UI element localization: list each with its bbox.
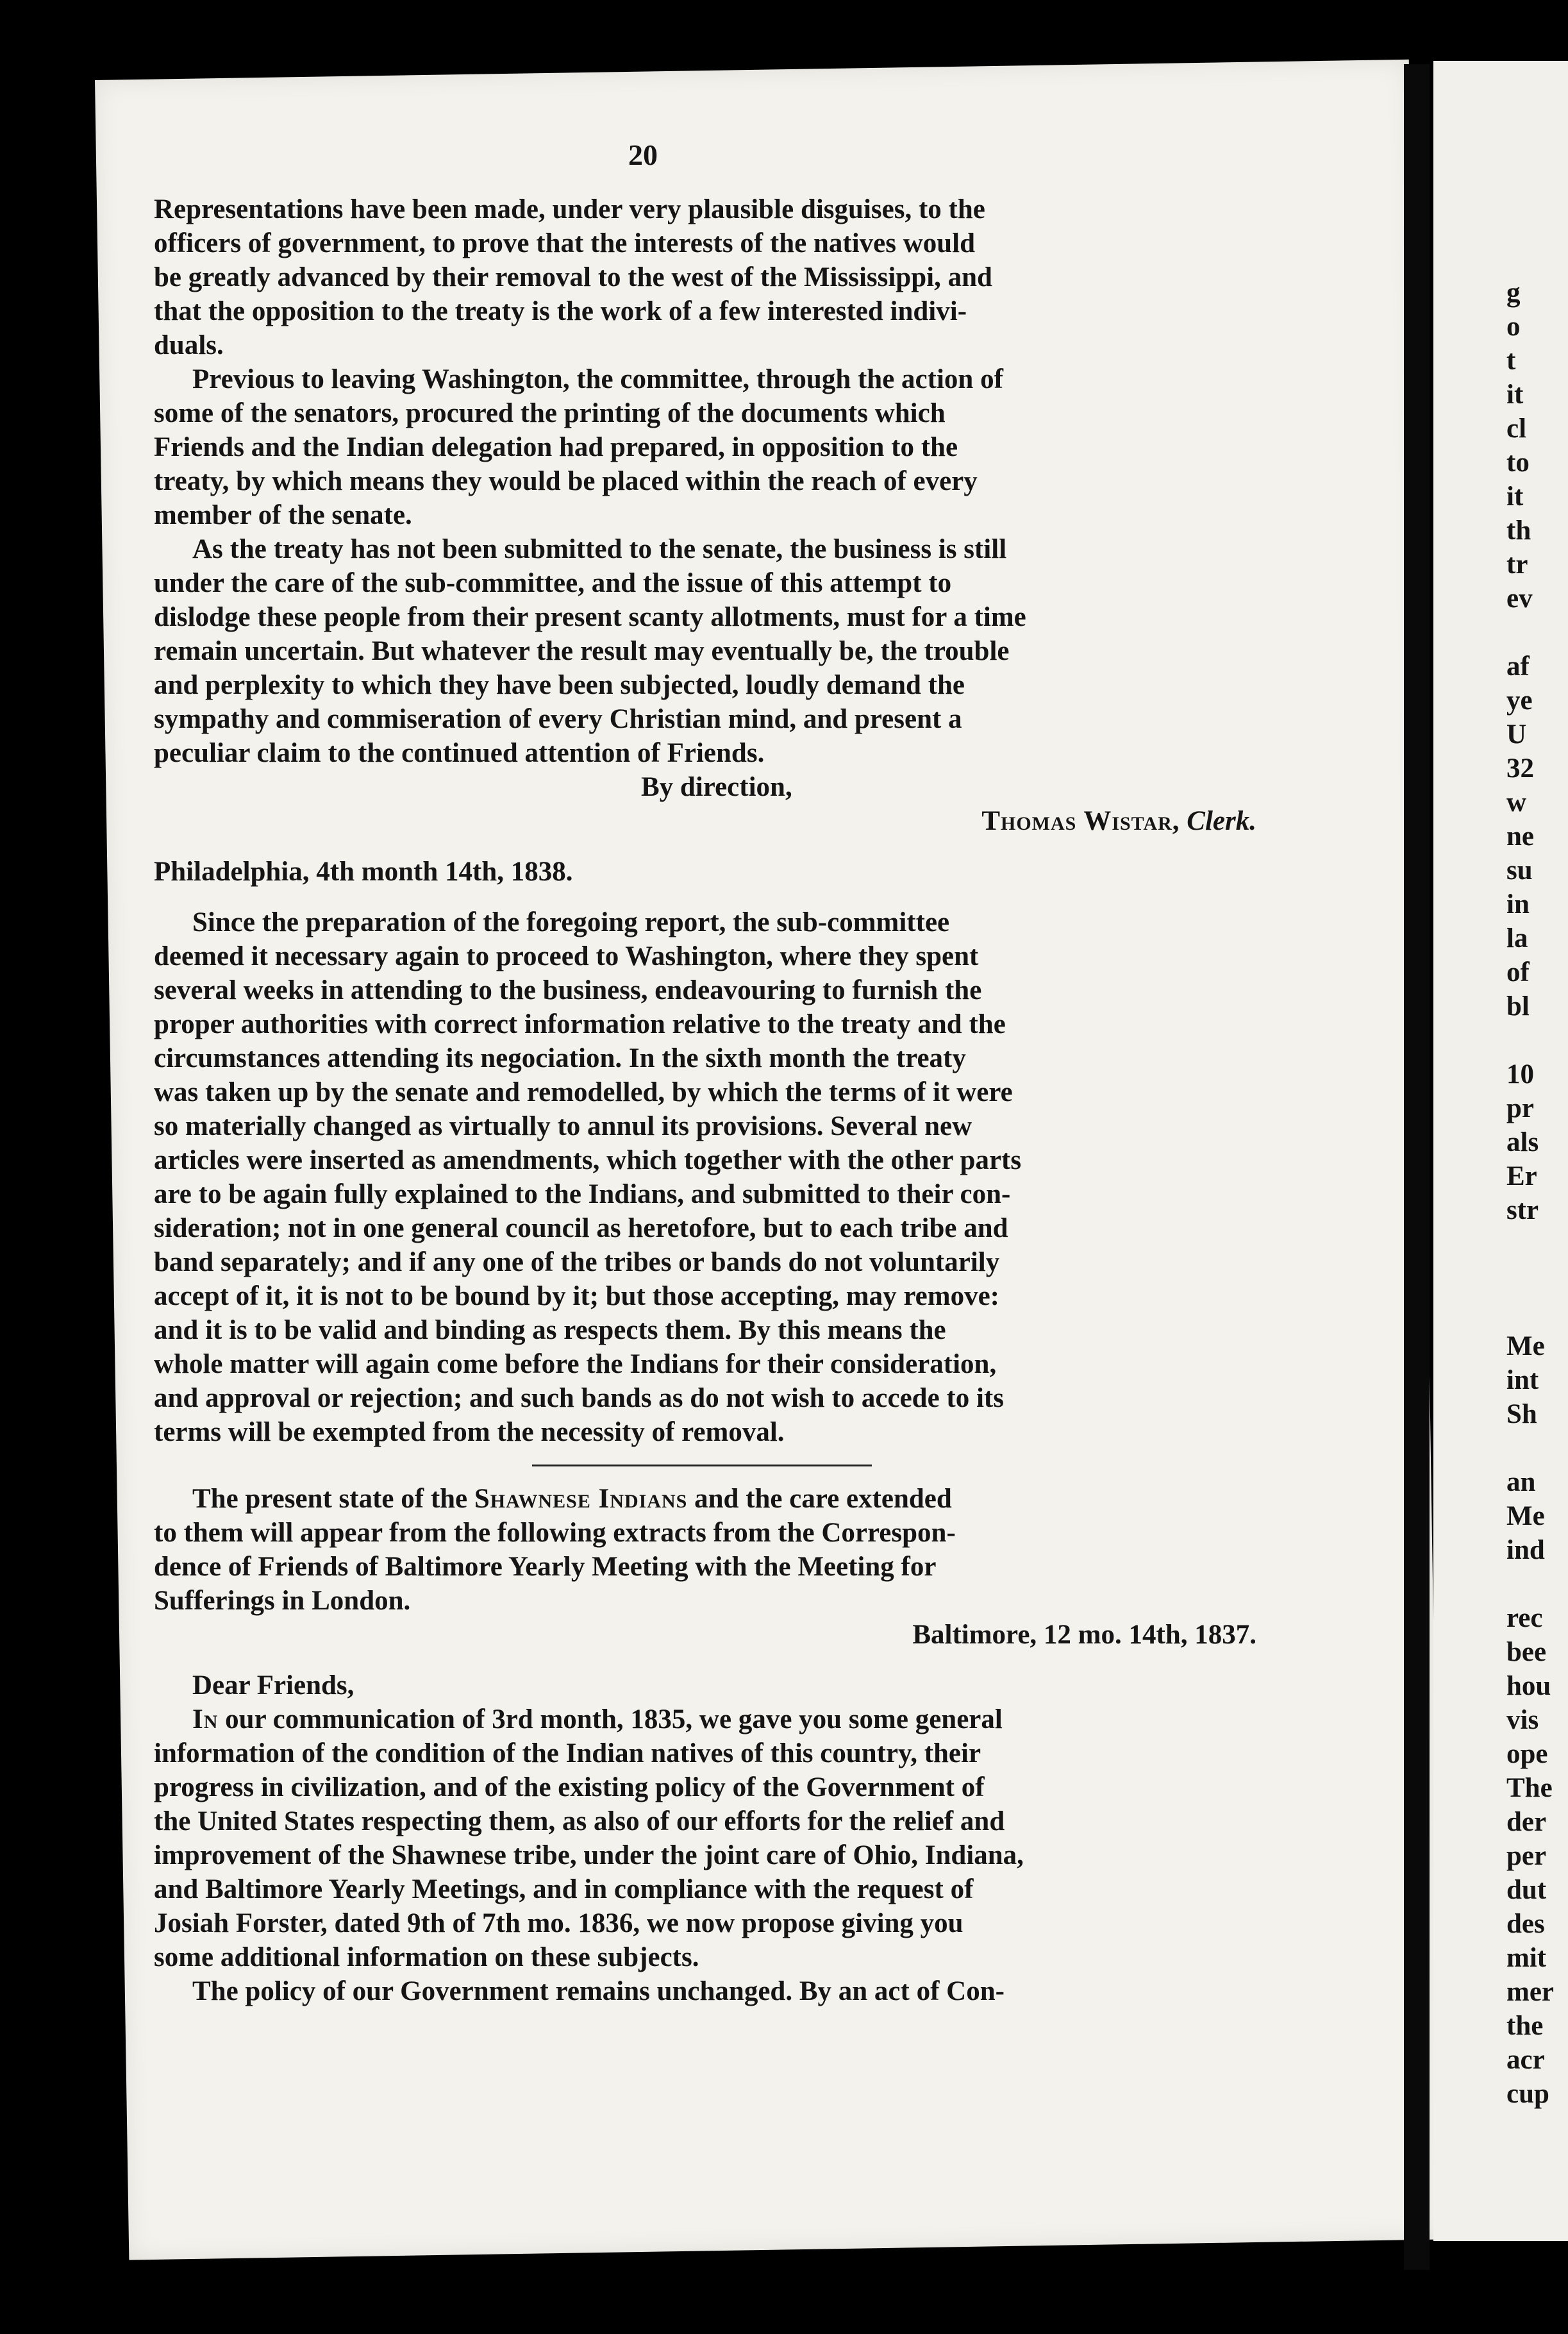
facing-page-fragment <box>1506 616 1554 650</box>
dateline: Philadelphia, 4th month 14th, 1838. <box>154 857 573 887</box>
text-line: several weeks in attending to the business, endeavouring to furnish the <box>154 975 982 1005</box>
salutation: Dear Friends, <box>192 1670 354 1700</box>
text-line: under the care of the sub-committee, and the issue of this attempt to <box>154 568 952 598</box>
facing-page-fragment: Sh <box>1506 1399 1537 1429</box>
facing-page-fragment: ind <box>1506 1535 1545 1565</box>
facing-page-fragment: int <box>1506 1365 1539 1395</box>
facing-page-fragment: bee <box>1506 1637 1547 1667</box>
paragraph-treaty-not-submitted <box>154 532 1256 770</box>
text-line: progress in civilization, and of the existing policy of the Government of <box>154 1772 985 1802</box>
facing-page-fragment: an <box>1506 1467 1536 1497</box>
text-line: band separately; and if any one of the tribes or bands do not voluntarily <box>154 1247 1000 1277</box>
facing-page-fragment: the <box>1506 2011 1544 2041</box>
text-line: treaty, by which means they would be placed within the reach of every <box>154 466 978 496</box>
facing-page-fragment: des <box>1506 1909 1545 1939</box>
text-line: and approval or rejection; and such bands as do not wish to accede to its <box>154 1383 1004 1413</box>
paragraph-previous-to-leaving <box>154 362 1256 532</box>
facing-page-fragment: 32 <box>1506 753 1534 784</box>
text-line: dence of Friends of Baltimore Yearly Meeting with the Meeting for <box>154 1552 937 1582</box>
paragraph-since-preparation <box>154 905 1256 1449</box>
text-line <box>154 1482 1256 1516</box>
facing-page-fragment <box>1506 1431 1554 1465</box>
drop-word: In <box>192 1704 219 1734</box>
facing-page-fragment: it <box>1506 482 1524 512</box>
facing-page-fragment: U <box>1506 719 1527 750</box>
facing-page-fragment: ev <box>1506 584 1533 614</box>
text-line: that the opposition to the treaty is the work of a few interested indivi- <box>154 296 967 326</box>
text-line: remain uncertain. But whatever the result may eventually be, the trouble <box>154 636 1010 666</box>
facing-page-fragment: la <box>1506 923 1528 953</box>
text-run: The present state of the <box>192 1484 468 1514</box>
facing-page-fragment: ne <box>1506 821 1534 852</box>
facing-page-fragment: bl <box>1506 991 1530 1021</box>
facing-page-fragment: dut <box>1506 1875 1547 1905</box>
text-run: our communication of 3rd month, 1835, we gave you some general <box>225 1704 1003 1734</box>
facing-page-fragment: pr <box>1506 1093 1534 1123</box>
text-line: Friends and the Indian delegation had prepared, in opposition to the <box>154 432 958 462</box>
facing-page-fragment: g <box>1506 278 1521 308</box>
text-line: and it is to be valid and binding as respects them. By this means the <box>154 1315 946 1345</box>
text-line: The policy of our Government remains unchanged. By an act of Con- <box>192 1976 1005 2006</box>
facing-page-fragment: mit <box>1506 1943 1547 1973</box>
facing-page-fragment: w <box>1506 787 1527 818</box>
text-line: officers of government, to prove that the interests of the natives would <box>154 228 976 258</box>
facing-page-fragment: Er <box>1506 1161 1537 1191</box>
letter-dateline: Baltimore, 12 mo. 14th, 1837. <box>912 1620 1256 1650</box>
facing-page-fragment: o <box>1506 312 1521 342</box>
page-number: 20 <box>628 139 658 171</box>
facing-page-fragments <box>1506 276 1554 2111</box>
facing-page-fragment <box>1506 1227 1554 1261</box>
text-line: improvement of the Shawnese tribe, under the joint care of Ohio, Indiana, <box>154 1840 1024 1870</box>
text-line: and perplexity to which they have been subjected, loudly demand the <box>154 670 965 700</box>
facing-page-fragment: it <box>1506 380 1524 410</box>
facing-page-fragment: to <box>1506 448 1530 478</box>
text-line: circumstances attending its negociation. In the sixth month the treaty <box>154 1043 966 1073</box>
text-line: deemed it necessary again to proceed to Washington, where they spent <box>154 941 979 971</box>
paragraph-shawnese <box>154 1482 1256 1618</box>
facing-page-fragment <box>1506 1567 1554 1601</box>
facing-page-fragment <box>1506 1261 1554 1295</box>
facing-page-fragment: su <box>1506 855 1533 886</box>
text-line: the United States respecting them, as also of our efforts for the relief and <box>154 1806 1005 1836</box>
facing-page-fragment: Me <box>1506 1331 1545 1361</box>
text-run: and the care extended <box>694 1484 952 1514</box>
facing-page-fragment: hou <box>1506 1671 1551 1701</box>
text-line: information of the condition of the Indian natives of this country, their <box>154 1738 981 1768</box>
signature-name: Thomas Wistar, <box>981 806 1180 836</box>
text-line: Since the preparation of the foregoing report, the sub-committee <box>192 907 950 937</box>
by-direction: By direction, <box>641 772 792 802</box>
text-line: whole matter will again come before the Indians for their consideration, <box>154 1349 997 1379</box>
text-line: Josiah Forster, dated 9th of 7th mo. 1836, we now propose giving you <box>154 1908 963 1938</box>
text-line: some of the senators, procured the printing of the documents which <box>154 398 946 428</box>
facing-page-fragment: mer <box>1506 1977 1554 2007</box>
text-line: dislodge these people from their present scanty allotments, must for a time <box>154 602 1026 632</box>
text-line: peculiar claim to the continued attention of Friends. <box>154 738 765 768</box>
facing-page-fragment: of <box>1506 957 1530 987</box>
paragraph-representations <box>154 192 1256 362</box>
facing-page-fragment: th <box>1506 516 1531 546</box>
text-line: so materially changed as virtually to annul its provisions. Several new <box>154 1111 972 1141</box>
facing-page-fragment: cl <box>1506 414 1527 444</box>
facing-page-fragment <box>1506 1023 1554 1057</box>
text-line: proper authorities with correct information relative to the treaty and the <box>154 1009 1006 1039</box>
facing-page-fragment: str <box>1506 1195 1539 1225</box>
text-line: sideration; not in one general council as heretofore, but to each tribe and <box>154 1213 1008 1243</box>
text-line: articles were inserted as amendments, which together with the other parts <box>154 1145 1022 1175</box>
facing-page-fragment: vis <box>1506 1705 1539 1735</box>
book-gutter <box>1404 64 1430 2270</box>
text-line: duals. <box>154 330 224 360</box>
text-line: member of the senate. <box>154 500 412 530</box>
facing-page-fragment: rec <box>1506 1603 1543 1633</box>
facing-page-fragment: ope <box>1506 1739 1548 1769</box>
text-line: accept of it, it is not to be bound by it; but those accepting, may remove: <box>154 1281 999 1311</box>
text-line: sympathy and commiseration of every Christian mind, and present a <box>154 704 962 734</box>
facing-page-fragment: als <box>1506 1127 1539 1157</box>
facing-page-fragment: per <box>1506 1841 1547 1871</box>
text-line: As the treaty has not been submitted to the senate, the business is still <box>192 534 1007 564</box>
facing-page-fragment: Me <box>1506 1501 1545 1531</box>
facing-page-fragment: ye <box>1506 685 1533 716</box>
text-line: Previous to leaving Washington, the committee, through the action of <box>192 364 1003 394</box>
signature-line <box>154 804 1256 838</box>
facing-page-fragment: af <box>1506 651 1530 682</box>
text-line: be greatly advanced by their removal to the west of the Mississippi, and <box>154 262 992 292</box>
facing-page-fragment: cup <box>1506 2079 1549 2109</box>
section-divider <box>532 1465 872 1466</box>
paragraph-communication <box>154 1702 1256 1974</box>
text-line: Sufferings in London. <box>154 1586 411 1616</box>
text-line: was taken up by the senate and remodelled, by which the terms of it were <box>154 1077 1013 1107</box>
page-body <box>154 192 1256 2008</box>
text-line: are to be again fully explained to the Indians, and submitted to their con- <box>154 1179 1011 1209</box>
facing-page-fragment: t <box>1506 346 1516 376</box>
shawnese-indians-heading: Shawnese Indians <box>474 1484 688 1514</box>
text-line: and Baltimore Yearly Meetings, and in compliance with the request of <box>154 1874 974 1904</box>
facing-page-fragment <box>1506 1295 1554 1329</box>
text-line <box>154 1702 1256 1736</box>
text-line: Representations have been made, under very plausible disguises, to the <box>154 194 985 224</box>
facing-page-fragment: tr <box>1506 550 1528 580</box>
text-line: some additional information on these subjects. <box>154 1942 699 1972</box>
signature-title: Clerk. <box>1187 806 1256 836</box>
facing-page-fragment: der <box>1506 1807 1547 1837</box>
facing-page-fragment: acr <box>1506 2045 1545 2075</box>
text-line: to them will appear from the following extracts from the Correspon- <box>154 1518 956 1548</box>
facing-page-fragment: 10 <box>1506 1059 1534 1089</box>
text-line: terms will be exempted from the necessity of removal. <box>154 1417 785 1447</box>
facing-page-fragment: in <box>1506 889 1530 919</box>
facing-page-fragment: The <box>1506 1773 1553 1803</box>
